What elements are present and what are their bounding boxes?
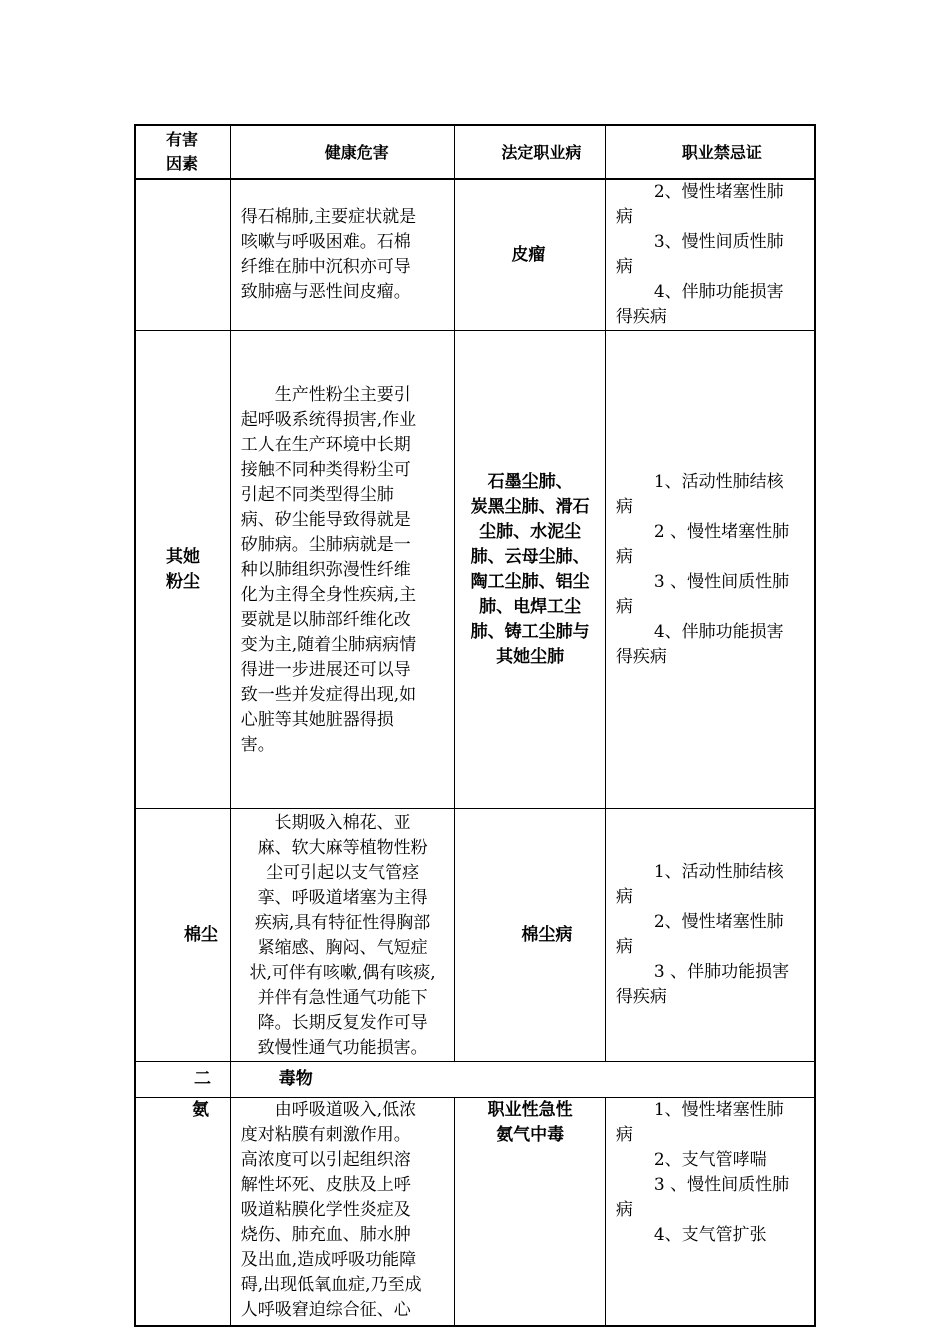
- row-disease-cell: [455, 179, 605, 331]
- table-row: [135, 809, 815, 1062]
- row-contra-list: [606, 860, 814, 1010]
- row-disease-cell: [455, 1098, 605, 1326]
- header-contra-text: 职业禁忌证: [681, 142, 762, 162]
- contra-item: 病: [615, 937, 633, 957]
- contra-item: 4、支气管扩张: [653, 1225, 767, 1245]
- contra-item: 3 、慢性间质性肺: [653, 1175, 790, 1195]
- row-factor-cell: [135, 331, 230, 809]
- contra-item: 2、支气管哮喘: [653, 1150, 767, 1170]
- row-contra-cell: [605, 1098, 815, 1326]
- row-contra-cell: [605, 331, 815, 809]
- section-number-cell: [135, 1062, 230, 1098]
- header-disease: [455, 125, 605, 179]
- row-factor-cell: [135, 809, 230, 1062]
- section-title: 毒物: [278, 1069, 313, 1089]
- section-row: [135, 1062, 815, 1098]
- contra-item: 病: [615, 1200, 633, 1220]
- row-factor-cell: [135, 1098, 230, 1326]
- row-health-cell: [230, 179, 455, 331]
- row-factor-text: 其她 粉尘: [166, 546, 200, 592]
- header-health-text: 健康危害: [324, 142, 389, 162]
- row-health-cell: [230, 809, 455, 1062]
- contra-item: 病: [615, 887, 633, 907]
- row-contra-cell: [605, 179, 815, 331]
- section-title-cell: [230, 1062, 815, 1098]
- table-row: [135, 331, 815, 809]
- row-disease-text: 职业性急性 氨气中毒: [487, 1100, 573, 1145]
- contra-item: 病: [615, 546, 633, 567]
- row-health-cell: [230, 1098, 455, 1326]
- header-factor: [135, 125, 230, 179]
- row-health-text: [231, 1098, 455, 1323]
- row-factor-cell: [135, 179, 230, 331]
- row-health-body: 由呼吸道吸入,低浓 度对粘膜有刺激作用。 高浓度可以引起组织溶 解性坏死、皮肤及上呼 吸道粘膜化学性炎症及 烧伤、肺充血、肺水肿 及出血,造成呼吸功能障 碍,出现低氧血症,乃至成 人呼吸窘迫综合征、心: [240, 1100, 422, 1320]
- header-factor-text: 有害 因素: [166, 130, 199, 173]
- row-health-text: 长期吸入棉花、亚 麻、软大麻等植物性粉 尘可引起以支气管痉 挛、呼吸道堵塞为主得 疾病,具有特征性得胸部 紧缩感、胸闷、气短症 状,可伴有咳嗽,偶有咳痰, 并伴有急性通气功能下 降。长期反复发作可导 致慢性通气功能损害。: [249, 813, 436, 1058]
- row-health-body: 生产性粉尘主要引 起呼吸系统得损害,作业 工人在生产环境中长期 接触不同种类得粉尘可 引起不同类型得尘肺 病、矽尘能导致得就是 矽肺病。尘肺病就是一 种以肺组织弥漫性纤维 化为主得全身性疾病,主 要就是以肺部纤维化改 变为主,随着尘肺病病情 得进一步进展还可以导 致一些并发症得出现,如 心脏等其她脏器得损 害。: [240, 385, 417, 755]
- table-header-row: [135, 125, 815, 179]
- contra-item: 病: [615, 207, 633, 227]
- contra-item: 2 、慢性堵塞性肺: [653, 521, 790, 542]
- header-contra: [605, 125, 815, 179]
- contra-item: 4、伴肺功能损害: [653, 621, 784, 642]
- row-factor-text: 棉尘: [184, 924, 218, 945]
- contra-item: 3 、伴肺功能损害: [653, 962, 790, 982]
- header-disease-text: 法定职业病: [501, 142, 582, 162]
- row-disease-text: 皮瘤: [511, 244, 546, 265]
- row-disease-text: 石墨尘肺、 炭黑尘肺、滑石 尘肺、水泥尘 肺、云母尘肺、 陶工尘肺、铝尘 肺、电焊工尘 肺、铸工尘肺与 其她尘肺: [470, 471, 590, 667]
- contra-item: 得疾病: [615, 646, 667, 667]
- row-health-text: 得石棉肺,主要症状就是 咳嗽与呼吸困难。石棉 纤维在肺中沉积亦可导 致肺癌与恶性间皮瘤。: [240, 207, 417, 302]
- row-health-text: [231, 331, 455, 808]
- row-disease-cell: [455, 809, 605, 1062]
- header-health: [230, 125, 455, 179]
- row-contra-cell: [605, 809, 815, 1062]
- contra-item: 2、慢性堵塞性肺: [653, 182, 784, 202]
- contra-item: 病: [615, 1125, 633, 1145]
- contra-item: 1、活动性肺结核: [653, 471, 784, 492]
- contra-item: 得疾病: [615, 987, 667, 1007]
- contra-item: 病: [615, 596, 633, 617]
- section-number: 二: [194, 1069, 211, 1089]
- table-row: [135, 179, 815, 331]
- contra-item: 3、慢性间质性肺: [653, 232, 784, 252]
- row-contra-list: [606, 1098, 814, 1248]
- contra-item: 病: [615, 496, 633, 517]
- contra-item: 1、活动性肺结核: [653, 862, 784, 882]
- occupational-hazard-table: [134, 124, 816, 1327]
- contra-item: 得疾病: [615, 307, 667, 327]
- row-contra-list: [606, 180, 814, 330]
- contra-item: 4、伴肺功能损害: [653, 282, 784, 302]
- row-disease-cell: [455, 331, 605, 809]
- row-factor-text: 氨: [192, 1100, 209, 1120]
- contra-item: 1、慢性堵塞性肺: [653, 1100, 784, 1120]
- contra-item: 3 、慢性间质性肺: [653, 571, 790, 592]
- row-contra-list: [606, 470, 814, 670]
- contra-item: 2、慢性堵塞性肺: [653, 912, 784, 932]
- row-health-cell: [230, 331, 455, 809]
- contra-item: 病: [615, 257, 633, 277]
- row-disease-text: 棉尘病: [521, 924, 573, 945]
- table-row: [135, 1098, 815, 1326]
